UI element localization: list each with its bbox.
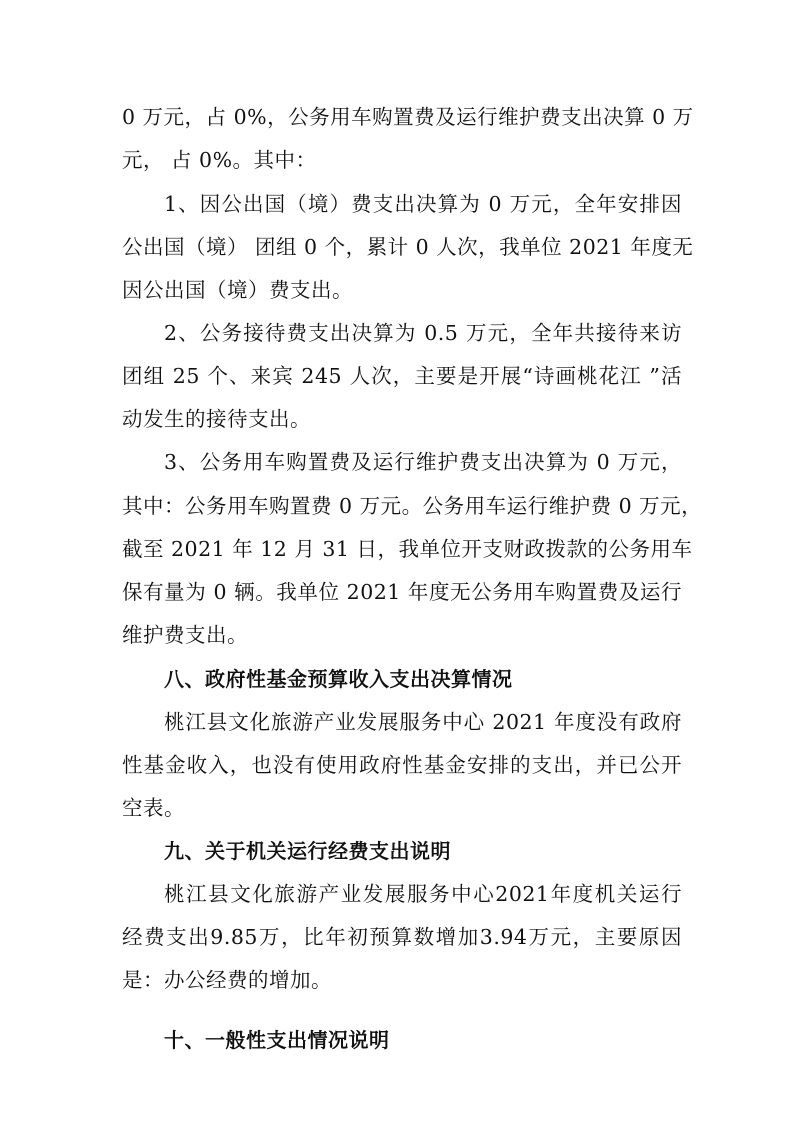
section-8-line: 桃江县文化旅游产业发展服务中心 2021 年度没有政府 [164, 710, 682, 734]
item-3-line: 维护费支出。 [122, 623, 248, 647]
item-2-line: 2、公务接待费支出决算为 0.5 万元，全年共接待来访 [164, 321, 682, 345]
section-8-line: 空表。 [122, 796, 185, 820]
item-2-line: 团组 25 个、来宾 245 人次，主要是开展“诗画桃花江 ”活 [122, 364, 682, 388]
item-1-line: 1、因公出国（境）费支出决算为 0 万元，全年安排因 [164, 192, 682, 216]
item-1-line: 因公出国（境）费支出。 [122, 278, 353, 302]
section-9-line: 桃江县文化旅游产业发展服务中心2021年度机关运行 [164, 882, 682, 906]
section-8-heading: 八、政府性基金预算收入支出决算情况 [164, 667, 513, 691]
paragraph-line: 元， 占 0%。其中： [122, 148, 317, 172]
section-9-line: 是：办公经费的增加。 [122, 968, 332, 992]
section-9-heading: 九、关于机关运行经费支出说明 [164, 839, 451, 863]
paragraph-line: 0 万元，占 0%，公务用车购置费及运行维护费支出决算 0 万 [122, 105, 694, 129]
section-9-line: 经费支出9.85万，比年初预算数增加3.94万元，主要原因 [122, 925, 682, 949]
item-3-line: 3、公务用车购置费及运行维护费支出决算为 0 万元， [164, 450, 682, 474]
item-3-line: 其中：公务用车购置费 0 万元。公务用车运行维护费 0 万元， [122, 494, 703, 518]
item-2-line: 动发生的接待支出。 [122, 407, 311, 431]
item-3-line: 截至 2021 年 12 月 31 日，我单位开支财政拨款的公务用车 [122, 537, 693, 561]
section-10-heading: 十、一般性支出情况说明 [164, 1028, 390, 1052]
section-8-line: 性基金收入，也没有使用政府性基金安排的支出，并已公开 [122, 753, 682, 777]
item-3-line: 保有量为 0 辆。我单位 2021 年度无公务用车购置费及运行 [122, 580, 682, 604]
item-1-line: 公出国（境） 团组 0 个，累计 0 人次，我单位 2021 年度无 [122, 235, 694, 259]
